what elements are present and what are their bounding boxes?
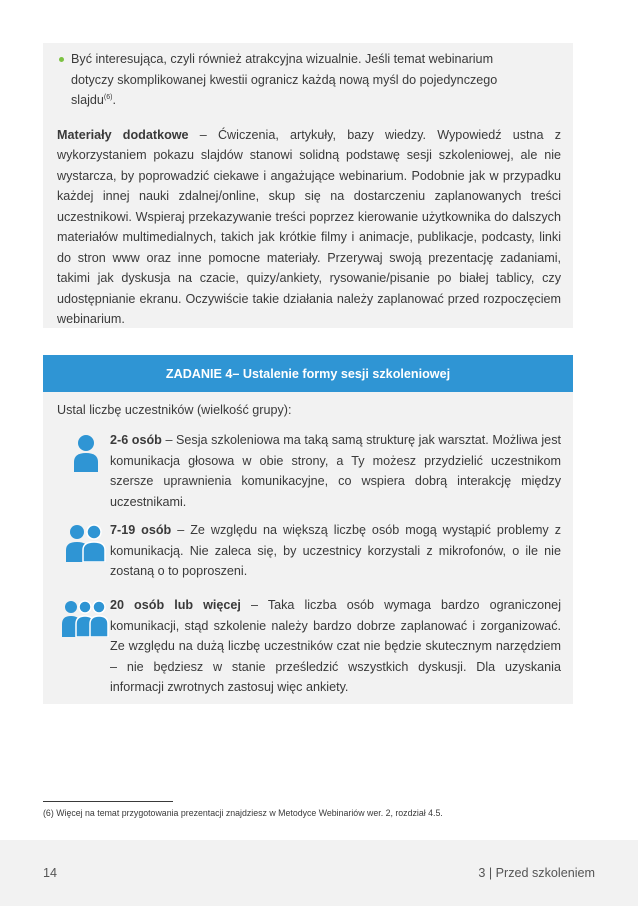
group-medium-label: 7-19 osób bbox=[110, 523, 172, 537]
group-people-icon bbox=[55, 597, 111, 637]
task-label: ZADANIE 4 bbox=[165, 366, 233, 381]
materials-label: Materiały dodatkowe bbox=[57, 127, 189, 142]
single-person-icon bbox=[55, 432, 111, 472]
group-small-label: 2-6 osób bbox=[110, 433, 162, 447]
two-people-icon bbox=[55, 522, 111, 562]
materials-paragraph bbox=[57, 125, 561, 330]
page-footer bbox=[0, 840, 638, 906]
materials-text: – Ćwiczenia, artykuły, bazy wiedzy. Wypowiedź ustna z wykorzystaniem pokazu slajdów stanowi solidną podstawę sesji szkoleniowej, ale nie wystarcza, by poprowadzić ciekawe i angażujące webinarium. Podobnie jak w przypadku każdej innej nauki zdalnej/online, skup się na dostarczeniu zaplanowanych treści uczestnikowi. Wspieraj przekazywanie treści poprzez kierowanie użytkownika do dalszych materiałów multimedialnych, takich jak krótkie filmy i animacje, publikacje, podcasty, linki do stron www oraz inne pomocne materiały. Przerywaj swoją prezentację zadaniami, takimi jak dyskusja na czacie, quizy/ankiety, rysowanie/pisanie po białej tablicy, czy udostępnianie ekranu. Oczywiście takie działania należy zaplanować przed rozpoczęciem webinarium. bbox=[57, 127, 562, 326]
group-large-text bbox=[110, 595, 561, 698]
task-title: – Ustalenie formy sesji szkoleniowej bbox=[232, 366, 451, 381]
group-small-description: – Sesja szkoleniowa ma taką samą strukturę jak warsztat. Możliwa jest komunikacja głosowa w obie strony, a Ty możesz przydzielić uczestnikom szersze uprawnienia komunikacyjne, co wspiera dobrą interakcję między uczestnikami. bbox=[110, 433, 561, 509]
task-panel bbox=[43, 392, 573, 704]
bullet-text: Być interesująca, czyli również atrakcyjna wizualnie. Jeśli temat webinarium dotyczy skomplikowanej kwestii ogranicz każdą nową myśl do pojedynczego slajdu bbox=[71, 52, 498, 107]
task-intro: Ustal liczbę uczestników (wielkość grupy): bbox=[57, 403, 292, 417]
task-header bbox=[43, 355, 573, 392]
footnote: (6) Więcej na temat przygotowania prezentacji znajdziesz w Metodyce Webinariów wer. 2, rozdział 4.5. bbox=[43, 808, 443, 818]
bullet-end: . bbox=[112, 93, 116, 107]
group-small-text bbox=[110, 430, 561, 512]
footnote-divider bbox=[43, 801, 173, 802]
footnote-ref: (6) bbox=[103, 93, 113, 101]
bullet-dot-icon bbox=[59, 57, 64, 62]
group-large-label: 20 osób lub więcej bbox=[110, 598, 241, 612]
group-large-description: – Taka liczba osób wymaga bardzo ograniczonej komunikacji, stąd szkolenie należy bardzo dobrze zaplanować i zorganizować. Ze względu na dużą liczbę uczestników czat nie będzie skutecznym narzędziem – nie będziesz w stanie prześledzić wszystkich dyskusji. Dla uzyskania informacji zwrotnych zastosuj więc ankiety. bbox=[110, 598, 561, 694]
page-number: 14 bbox=[43, 866, 58, 880]
section-name: 3 | Przed szkoleniem bbox=[478, 866, 595, 880]
group-medium-description: – Ze względu na większą liczbę osób mogą wystąpić problemy z komunikacją. Nie zaleca się, by uczestnicy korzystali z mikrofonów, o ile nie zostaną o to poproszeni. bbox=[110, 523, 561, 578]
group-medium-text bbox=[110, 520, 561, 582]
bullet-item bbox=[57, 49, 537, 111]
materials-panel bbox=[43, 43, 573, 328]
